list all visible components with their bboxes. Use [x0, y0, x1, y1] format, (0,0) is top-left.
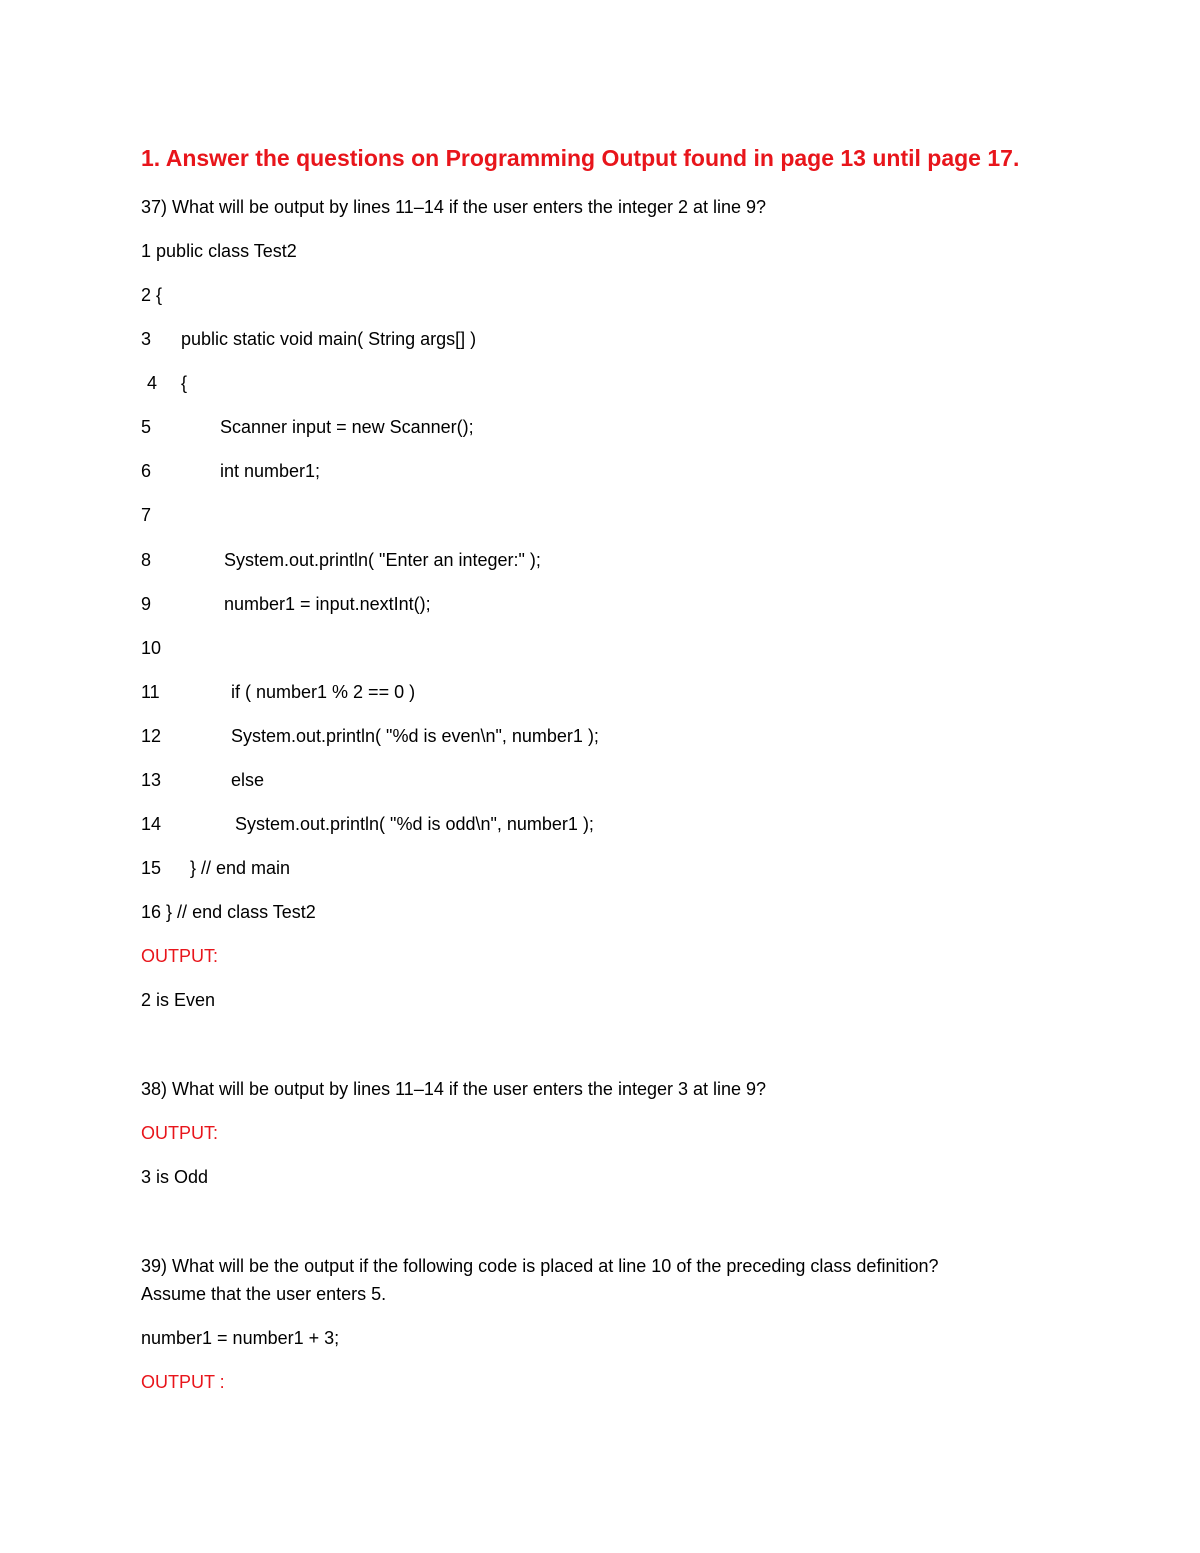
line-code: {	[156, 285, 163, 305]
question-39-line-1: 39) What will be the output if the following code is placed at line 10 of the preceding class definition?	[141, 1256, 939, 1276]
line-number: 15	[141, 858, 162, 878]
code-39: number1 = number1 + 3;	[141, 1328, 340, 1348]
line-code: } // end class Test2	[166, 902, 316, 922]
line-code: public class Test2	[156, 241, 297, 261]
page-heading: 1. Answer the questions on Programming Output found in page 13 until page 17.	[141, 145, 1020, 171]
output-label-38: OUTPUT:	[141, 1123, 219, 1143]
line-number: 14	[141, 814, 162, 834]
line-number: 5	[141, 417, 152, 437]
code-line-11-text: if ( number1 % 2 == 0 )	[231, 682, 416, 702]
code-line-8-text: System.out.println( "Enter an integer:" );	[224, 550, 541, 570]
code-line-3	[141, 328, 151, 350]
code-line-5-text: Scanner input = new Scanner();	[220, 417, 474, 437]
line-number: 7	[141, 505, 152, 525]
question-39-line-2: Assume that the user enters 5.	[141, 1284, 387, 1304]
code-line-14-text: System.out.println( "%d is odd\n", number1 );	[235, 814, 594, 834]
code-line-12-text: System.out.println( "%d is even\n", number1 );	[231, 726, 599, 746]
code-line-4-text: {	[181, 373, 188, 393]
code-line-2	[141, 284, 162, 306]
line-number: 3	[141, 329, 152, 349]
code-line-14	[141, 813, 161, 835]
line-number: 16	[141, 902, 162, 922]
output-label-37: OUTPUT:	[141, 946, 219, 966]
code-line-9	[141, 593, 151, 615]
line-number: 11	[141, 682, 160, 702]
code-line-7	[141, 504, 151, 526]
code-line-5	[141, 416, 151, 438]
code-line-4	[147, 372, 157, 394]
code-line-12	[141, 725, 161, 747]
code-line-1	[141, 240, 297, 262]
code-line-13-text: else	[231, 770, 265, 790]
answer-38: 3 is Odd	[141, 1167, 209, 1187]
line-number: 1	[141, 241, 152, 261]
line-number: 8	[141, 550, 152, 570]
line-number: 9	[141, 594, 152, 614]
question-38: 38) What will be output by lines 11–14 if the user enters the integer 3 at line 9?	[141, 1079, 767, 1099]
code-line-10	[141, 637, 161, 659]
line-number: 12	[141, 726, 162, 746]
line-number: 6	[141, 461, 152, 481]
code-line-6	[141, 460, 151, 482]
code-line-9-text: number1 = input.nextInt();	[224, 594, 431, 614]
line-number: 10	[141, 638, 162, 658]
answer-37: 2 is Even	[141, 990, 216, 1010]
code-line-13	[141, 769, 161, 791]
code-line-3-text: public static void main( String args[] )	[181, 329, 477, 349]
line-number: 13	[141, 770, 162, 790]
code-line-16	[141, 901, 316, 923]
code-line-8	[141, 549, 151, 571]
code-line-6-text: int number1;	[220, 461, 321, 481]
line-number: 4	[147, 373, 158, 393]
code-line-15	[141, 857, 161, 879]
question-37: 37) What will be output by lines 11–14 if the user enters the integer 2 at line 9?	[141, 197, 767, 217]
code-line-11	[141, 681, 160, 703]
output-label-39: OUTPUT :	[141, 1372, 225, 1392]
line-number: 2	[141, 285, 152, 305]
code-line-15-text: } // end main	[190, 858, 291, 878]
